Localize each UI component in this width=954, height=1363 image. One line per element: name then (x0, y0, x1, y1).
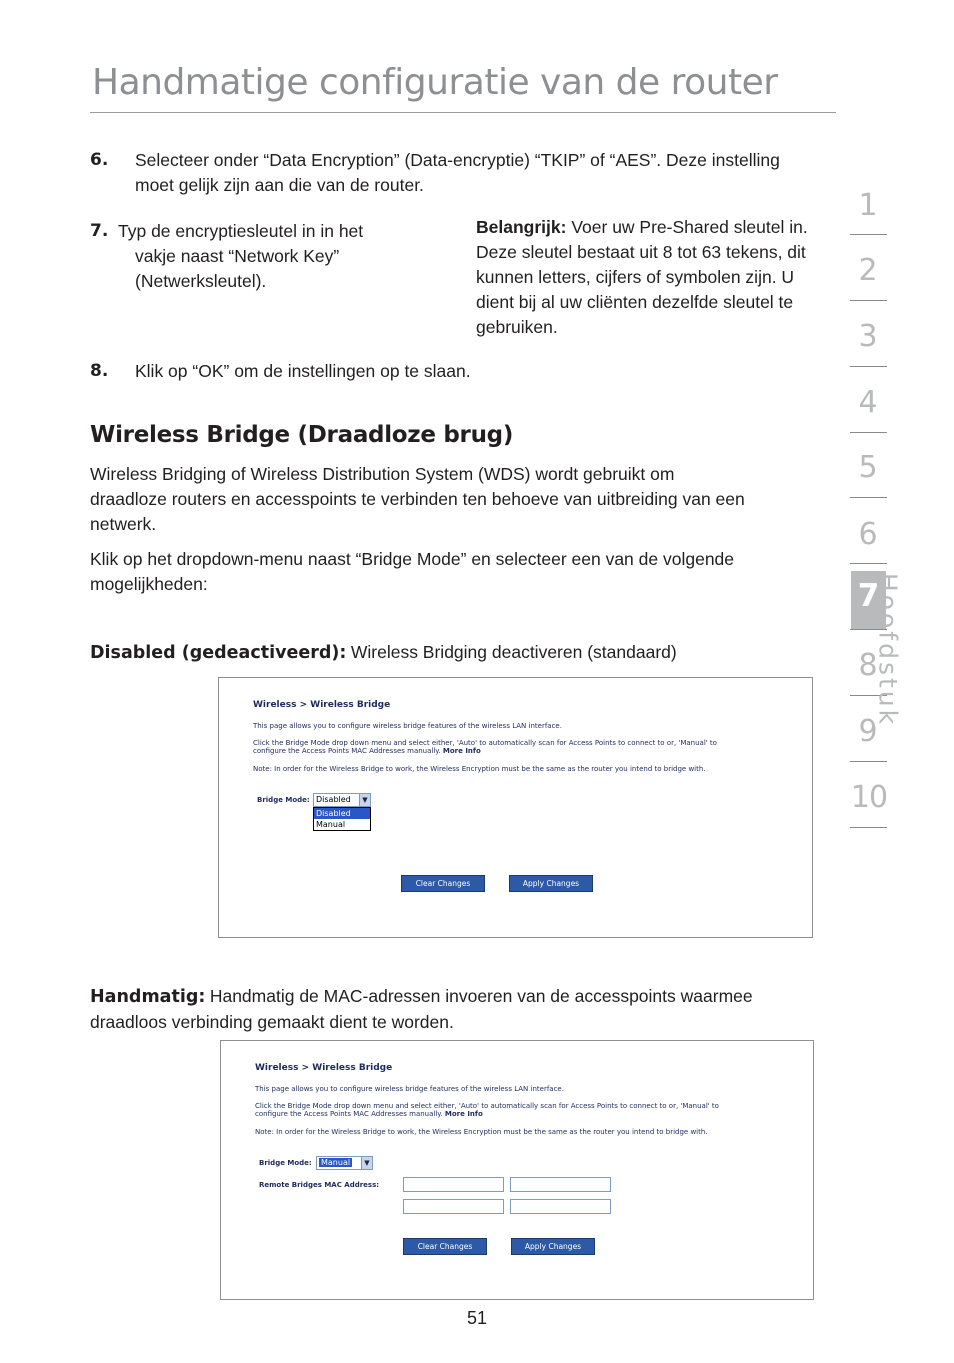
important-line-3: kunnen letters, cijfers of symbolen zijn. U (476, 267, 795, 287)
important-label: Belangrijk: (476, 217, 567, 237)
important-line-2: Deze sleutel bestaat uit 8 tot 63 tekens, dit (476, 242, 806, 262)
step-6-text (135, 148, 780, 198)
manual-label: Handmatig: (90, 987, 206, 1007)
bridge-mode-value: Manual (321, 1158, 351, 1167)
chapter-9: 9 (858, 714, 878, 749)
chapter-divider (850, 366, 887, 367)
step-8-text: Klik op “OK” om de instellingen op te slaan. (135, 361, 471, 381)
para-1-line-1: Wireless Bridging of Wireless Distribution System (WDS) wordt gebruikt om (90, 464, 675, 484)
option-disabled[interactable]: Disabled (314, 808, 370, 819)
clear-changes-button[interactable]: Clear Changes (401, 875, 485, 892)
chapter-5: 5 (858, 450, 878, 485)
chapter-2: 2 (858, 253, 878, 288)
important-note (476, 215, 808, 340)
disabled-label: Disabled (gedeactiveerd): (90, 643, 347, 663)
help-text-line-2: configure the Access Points MAC Addresses manually. More Info (253, 747, 481, 755)
manual-line-1: Handmatig de MAC-adressen invoeren van de accesspoints waarmee (209, 986, 753, 1006)
step-7-line-2: vakje naast “Network Key” (135, 246, 340, 266)
page-title: Handmatige configuratie van de router (92, 62, 778, 103)
note-text: Note: In order for the Wireless Bridge to work, the Wireless Encryption must be the same as the router you intend to bridge with. (253, 765, 706, 773)
bridge-mode-label: Bridge Mode: (257, 796, 310, 804)
page-number: 51 (466, 1308, 488, 1328)
disabled-text: Wireless Bridging deactiveren (standaard) (350, 642, 677, 662)
apply-changes-button[interactable]: Apply Changes (509, 875, 593, 892)
bridge-mode-dropdown (313, 807, 371, 831)
help-text-line-1: Click the Bridge Mode drop down menu and select either, 'Auto' to automatically scan for Access Points to connect to or, 'Manual' to (253, 739, 717, 747)
note-text: Note: In order for the Wireless Bridge to work, the Wireless Encryption must be the same as the router you intend to bridge with. (255, 1128, 708, 1136)
intro-text: This page allows you to configure wireless bridge features of the wireless LAN interface. (253, 722, 562, 730)
chevron-down-icon[interactable]: ▼ (359, 794, 370, 806)
manual-line-2: draadloos verbinding gemaakt dient te worden. (90, 1012, 454, 1032)
chapter-8: 8 (858, 648, 878, 683)
section-paragraph-1 (90, 462, 745, 537)
clear-changes-button[interactable]: Clear Changes (403, 1238, 487, 1255)
help-text-line-1: Click the Bridge Mode drop down menu and select either, 'Auto' to automatically scan for Access Points to connect to or, 'Manual' to (255, 1102, 719, 1110)
section-heading: Wireless Bridge (Draadloze brug) (90, 422, 514, 448)
important-line-1: Voer uw Pre-Shared sleutel in. (571, 217, 808, 237)
title-divider (90, 112, 836, 113)
chapter-divider (850, 563, 887, 564)
step-6-number: 6. (90, 150, 109, 170)
chapter-divider (850, 234, 887, 235)
screenshot-manual (220, 1040, 814, 1300)
para-1-line-3: netwerk. (90, 514, 157, 534)
step-8-number: 8. (90, 361, 109, 381)
step-6-line-1: Selecteer onder “Data Encryption” (Data-encryptie) “TKIP” of “AES”. Deze instelling (135, 150, 780, 170)
chapter-10: 10 (850, 780, 888, 815)
chapter-6: 6 (858, 517, 878, 552)
screenshot-disabled (218, 677, 813, 938)
section-paragraph-2 (90, 547, 734, 597)
apply-changes-button[interactable]: Apply Changes (511, 1238, 595, 1255)
chapter-1: 1 (858, 188, 878, 223)
chapter-divider (850, 300, 887, 301)
chapter-4: 4 (858, 385, 878, 420)
chapter-divider (850, 497, 887, 498)
disabled-description (90, 640, 677, 665)
intro-text: This page allows you to configure wireless bridge features of the wireless LAN interface. (255, 1085, 564, 1093)
bridge-mode-value: Disabled (316, 795, 351, 804)
more-info-link[interactable]: More Info (444, 1110, 483, 1118)
chapter-divider (850, 827, 887, 828)
breadcrumb: Wireless > Wireless Bridge (255, 1063, 393, 1073)
chevron-down-icon[interactable]: ▼ (361, 1157, 372, 1169)
help-text-line-2: configure the Access Points MAC Addresses manually. More Info (255, 1110, 483, 1118)
mac-address-input-1[interactable] (403, 1177, 504, 1192)
mac-address-input-3[interactable] (403, 1199, 504, 1214)
manual-description (90, 984, 753, 1035)
chapter-side-label: Hoofdstuk (873, 572, 903, 728)
breadcrumb: Wireless > Wireless Bridge (253, 700, 391, 710)
important-line-4: dient bij al uw cliënten dezelfde sleutel te (476, 292, 794, 312)
chapter-3: 3 (858, 319, 878, 354)
mac-address-input-2[interactable] (510, 1177, 611, 1192)
bridge-mode-select[interactable] (313, 793, 371, 807)
step-6-line-2: moet gelijk zijn aan die van de router. (135, 175, 424, 195)
step-7-line-3: (Netwerksleutel). (135, 271, 267, 291)
bridge-mode-label: Bridge Mode: (259, 1159, 312, 1167)
chapter-divider (850, 761, 887, 762)
step-7-number: 7. (90, 221, 109, 241)
para-2-line-1: Klik op het dropdown-menu naast “Bridge Mode” en selecteer een van de volgende (90, 549, 735, 569)
para-2-line-2: mogelijkheden: (90, 574, 208, 594)
option-manual[interactable]: Manual (316, 820, 346, 829)
important-line-5: gebruiken. (476, 317, 558, 337)
chapter-divider (850, 432, 887, 433)
mac-address-label: Remote Bridges MAC Address: (259, 1181, 380, 1189)
step-7-line-1: Typ de encryptiesleutel in in het (118, 221, 364, 241)
para-1-line-2: draadloze routers en accesspoints te verbinden ten behoeve van uitbreiding van een (90, 489, 745, 509)
more-info-link[interactable]: More Info (442, 747, 481, 755)
chapter-7-active: 7 (857, 578, 880, 614)
bridge-mode-select[interactable] (316, 1156, 373, 1170)
mac-address-input-4[interactable] (510, 1199, 611, 1214)
